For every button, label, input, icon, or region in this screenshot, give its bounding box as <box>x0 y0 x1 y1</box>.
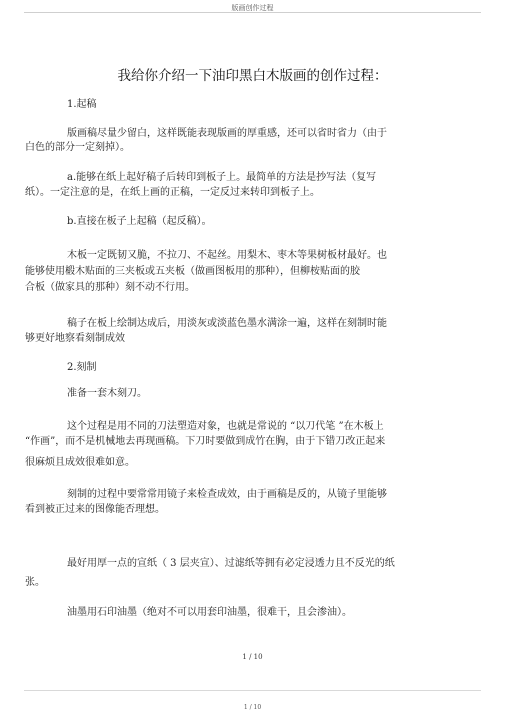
paragraph-line: 油墨用石印油墨（绝对不可以用套印油墨，很难干，且会渗油）。 <box>67 607 352 618</box>
page-number: 1 / 10 <box>242 653 263 661</box>
paragraph-line: 最好用厚一点的宣纸（ 3 层夹宣）、过滤纸等拥有必定浸透力且不反光的纸 <box>67 558 395 569</box>
paragraph-line: b.直接在板子上起稿（起反稿）。 <box>67 216 212 227</box>
paragraph-line: 这个过程是用不同的刀法塑造对象，也就是常说的 “以刀代笔 ”在木板上 <box>67 421 384 432</box>
paragraph-line: 版画稿尽量少留白，这样既能表现版画的厚重感，还可以省时省力（由于 <box>67 128 387 139</box>
footer-divider <box>24 690 481 691</box>
header-divider <box>24 12 481 13</box>
paragraph-line: 够更好地察看刻制成效 <box>25 333 125 344</box>
paragraph-line: 准备一套木刻刀。 <box>67 388 147 399</box>
paragraph-line: 能够使用椴木贴面的三夹板或五夹板（做画图板用的那种），但柳桉贴面的胶 <box>25 266 360 277</box>
paragraph-line: 刻制的过程中要常常用镜子来检查成效，由于画稿是反的，从镜子里能够 <box>67 489 387 500</box>
running-header: 版画创作过程 <box>231 4 274 12</box>
paragraph-line: 很麻烦且成效很难如意。 <box>25 457 135 468</box>
paragraph-line: 张。 <box>25 577 45 588</box>
paragraph-line: 纸）。一定注意的是，在纸上画的正稿，一定反过来转印到板子上。 <box>25 187 320 198</box>
section-heading-draft: 1.起稿 <box>67 99 97 110</box>
paragraph-line: 看到被正过来的图像能否理想。 <box>25 504 165 515</box>
document-title: 我给你介绍一下油印黑白木版画的创作过程： <box>117 68 388 84</box>
paragraph-line: 木板一定既韧又脆，不拉刀、不起丝。用梨木、枣木等果树板材最好。也 <box>67 250 387 261</box>
page-number-bottom: 1 / 10 <box>243 704 262 711</box>
section-heading-carving: 2.刻制 <box>67 362 97 373</box>
paragraph-line: 稿子在板上绘制达成后，用淡灰或淡蓝色墨水满涂一遍，这样在刻制时能 <box>67 318 387 329</box>
paragraph-line: “作画”，而不是机械地去再现画稿。下刀时要做到成竹在胸，由于下错刀改正起来 <box>25 436 386 447</box>
paragraph-line: a.能够在纸上起好稿子后转印到板子上。最简单的方法是抄写法（复写 <box>67 172 377 183</box>
paragraph-line: 合板（做家具的那种）刻不动不行用。 <box>25 282 195 293</box>
paragraph-line: 白色的部分一定刻掉）。 <box>25 142 130 153</box>
